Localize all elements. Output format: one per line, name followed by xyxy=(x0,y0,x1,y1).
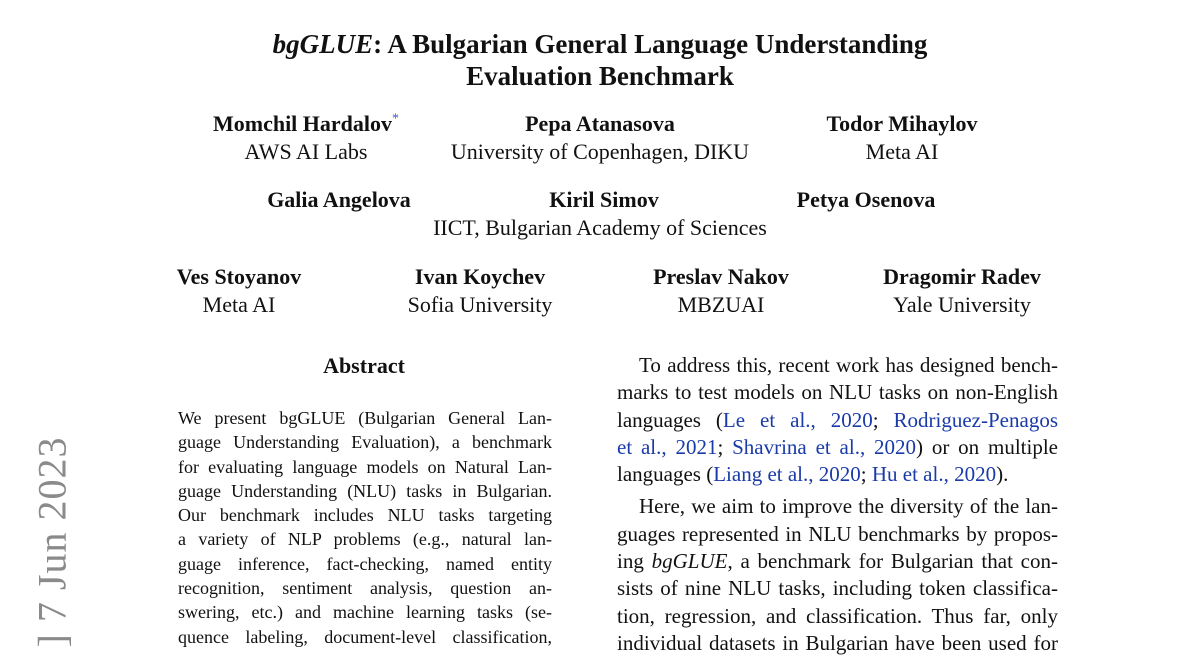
intro-column xyxy=(617,352,1058,657)
intro-line: Here, we aim to improve the diversity of the lan- xyxy=(639,494,1058,519)
intro-paragraph xyxy=(617,493,1058,657)
author-block xyxy=(408,263,553,319)
author-affiliation: Yale University xyxy=(893,292,1031,317)
abstract-line: guage Understanding (NLU) tasks in Bulgarian. xyxy=(178,480,552,501)
equal-contribution-mark: * xyxy=(392,111,400,127)
intro-line: languages (Liang et al., 2020; Hu et al., 2020). xyxy=(617,462,1009,487)
author-block xyxy=(827,110,978,166)
citation-link[interactable]: Shavrina et al., 2020 xyxy=(732,434,917,459)
abstract-line: guage inference, fact-checking, named entity xyxy=(178,553,552,574)
shared-affiliation: IICT, Bulgarian Academy of Sciences xyxy=(433,215,767,240)
author-affiliation: MBZUAI xyxy=(677,292,765,317)
author-name: Galia Angelova xyxy=(267,187,411,212)
intro-line: marks to test models on NLU tasks on non-English xyxy=(617,380,1058,405)
title-line-2: Evaluation Benchmark xyxy=(466,61,734,91)
abstract-line: a variety of NLP problems (e.g., natural lan- xyxy=(178,529,552,550)
author-block xyxy=(267,186,411,214)
abstract-heading: Abstract xyxy=(323,353,405,378)
intro-line: tion, regression, and classification. Thus far, only xyxy=(617,603,1058,628)
author-affiliation: Sofia University xyxy=(407,292,553,317)
author-name: Kiril Simov xyxy=(549,187,659,212)
citation-link[interactable]: Liang et al., 2020 xyxy=(713,462,861,487)
author-block xyxy=(177,263,302,319)
intro-line: et al., 2021; Shavrina et al., 2020) or on multiple xyxy=(617,434,1058,459)
abstract-line: guage Understanding Evaluation), a benchmark xyxy=(178,432,552,453)
author-affiliation: University of Copenhagen, DIKU xyxy=(450,139,750,164)
intro-paragraph xyxy=(617,352,1058,488)
author-name: Momchil Hardalov xyxy=(212,111,393,136)
author-name: Todor Mihaylov xyxy=(826,111,978,136)
citation-link[interactable]: Hu et al., 2020 xyxy=(871,462,997,487)
abstract-line: We present bgGLUE (Bulgarian General Lan- xyxy=(178,408,552,428)
paper-title xyxy=(0,28,1200,92)
intro-line: To address this, recent work has designed bench- xyxy=(639,353,1058,377)
intro-line: languages (Le et al., 2020; Rodriguez-Penagos xyxy=(617,407,1058,432)
title-rest: : A Bulgarian General Language Understanding xyxy=(373,29,928,59)
citation-link[interactable]: Rodriguez-Penagos xyxy=(893,407,1058,432)
title-line-1 xyxy=(0,28,1200,60)
author-block xyxy=(883,263,1041,319)
citation-link[interactable]: Le et al., 2020 xyxy=(722,407,873,432)
abstract-line: recognition, sentiment analysis, question an- xyxy=(178,578,552,599)
intro-line: sists of nine NLU tasks, including token classifica- xyxy=(617,576,1058,601)
author-block xyxy=(549,186,658,214)
author-name: Petya Osenova xyxy=(796,187,936,212)
author-block xyxy=(213,110,399,166)
intro-line: individual datasets in Bulgarian have been used for xyxy=(617,630,1058,655)
author-name: Ves Stoyanov xyxy=(176,264,302,289)
author-affiliation: Meta AI xyxy=(865,139,939,164)
intro-line: ing bgGLUE, a benchmark for Bulgarian that con- xyxy=(617,549,1058,574)
author-name: Pepa Atanasova xyxy=(525,111,675,136)
author-block xyxy=(797,186,936,214)
author-affiliation: AWS AI Labs xyxy=(244,139,368,164)
author-name: Ivan Koychev xyxy=(414,264,546,289)
abstract-body xyxy=(178,406,552,649)
citation-link[interactable]: et al., 2021 xyxy=(617,434,718,459)
arxiv-date-stamp: ] 7 Jun 2023 xyxy=(29,436,75,648)
author-block xyxy=(653,263,789,319)
benchmark-name-italic: bgGLUE xyxy=(651,549,728,574)
abstract-line: for evaluating language models on Natural Lan- xyxy=(178,456,552,477)
abstract-line: quence labeling, document-level classification, xyxy=(178,626,552,647)
abstract-line: Our benchmark includes NLU tasks targeting xyxy=(178,505,552,526)
author-name: Preslav Nakov xyxy=(653,264,789,289)
author-name: Dragomir Radev xyxy=(883,264,1041,289)
author-affiliation: Meta AI xyxy=(202,292,276,317)
abstract-line: swering, etc.) and machine learning tasks (se- xyxy=(178,602,552,623)
intro-line: guages represented in NLU benchmarks by propos- xyxy=(617,521,1058,546)
author-block xyxy=(451,110,749,166)
title-benchmark-name: bgGLUE xyxy=(272,29,374,59)
